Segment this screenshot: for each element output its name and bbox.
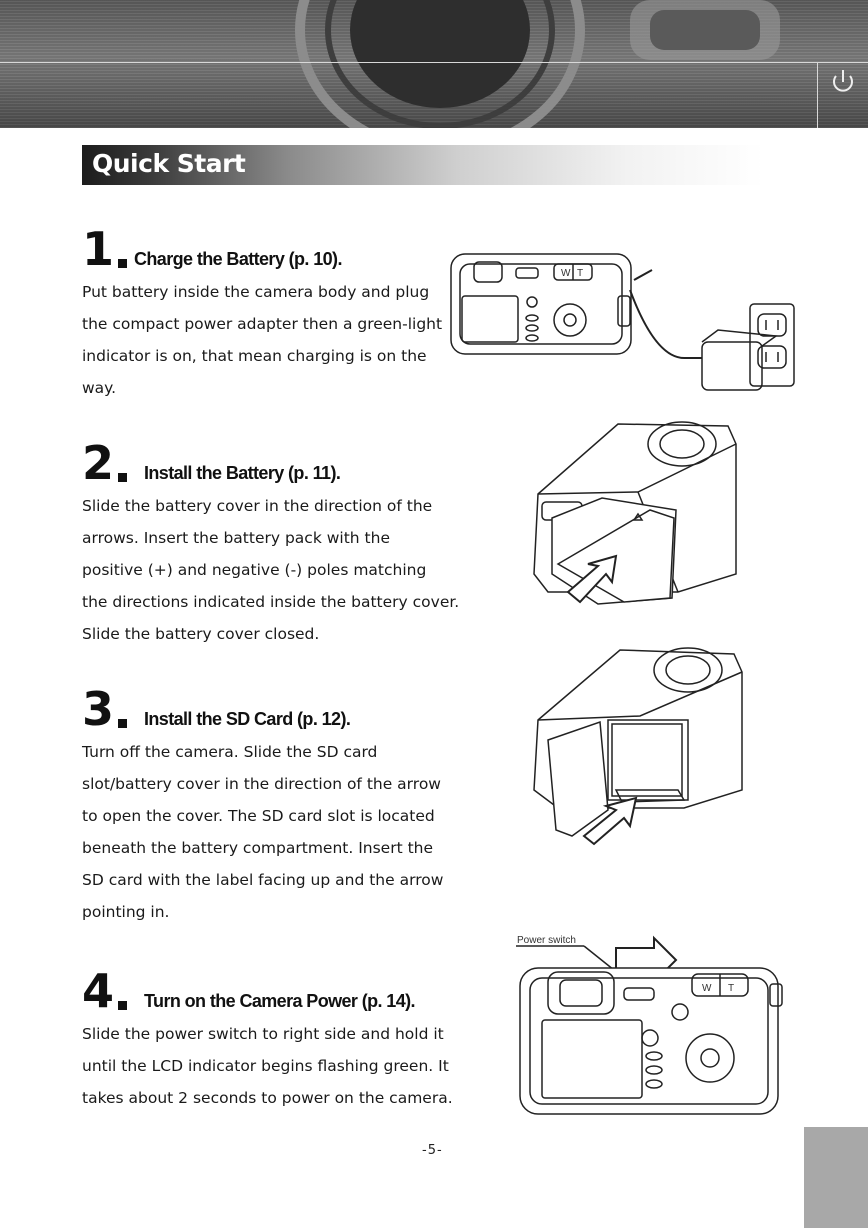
step-3 — [82, 682, 462, 928]
step-4-title: Turn on the Camera Power (p. 14). — [144, 991, 415, 1011]
camera-body — [520, 968, 778, 1114]
power-cable — [630, 290, 706, 358]
step-2-title: Install the Battery (p. 11). — [144, 463, 341, 483]
zoom-t-label: T — [728, 983, 735, 994]
charging-illustration — [446, 240, 798, 396]
step-3-line: SD card with the label facing up and the arrow — [82, 871, 444, 889]
power-switch-label: Power switch — [517, 935, 576, 946]
banner-vertical-divider — [817, 62, 818, 128]
step-3-bullet — [118, 719, 127, 728]
sd-card-illustration — [528, 640, 750, 846]
step-1-line: Put battery inside the camera body and plug — [82, 283, 430, 301]
step-4-line: Slide the power switch to right side and hold it — [82, 1025, 444, 1043]
step-1-line: the compact power adapter then a green-light — [82, 315, 443, 333]
step-3-line: Turn off the camera. Slide the SD card — [82, 743, 378, 761]
step-4-line: until the LCD indicator begins flashing green. It — [82, 1057, 449, 1075]
zoom-w-label: W — [561, 268, 571, 279]
step-1 — [82, 222, 462, 404]
step-3-line: beneath the battery compartment. Insert the — [82, 839, 434, 857]
side-tab — [804, 1127, 868, 1228]
step-4-line: takes about 2 seconds to power on the camera. — [82, 1089, 453, 1107]
step-3-title: Install the SD Card (p. 12). — [144, 709, 351, 729]
step-2-line: Slide the battery cover in the direction of the — [82, 497, 433, 515]
step-1-line: indicator is on, that mean charging is on the — [82, 347, 427, 365]
lcd-screen — [462, 296, 518, 342]
step-1-number: 1 — [82, 222, 115, 276]
step-4 — [82, 964, 462, 1114]
step-2-line: positive (+) and negative (-) poles matching — [82, 561, 427, 579]
step-1-body — [82, 276, 462, 404]
step-2-body — [82, 490, 462, 650]
step-2-line: arrows. Insert the battery pack with the — [82, 529, 390, 547]
power-adapter — [702, 342, 762, 390]
step-2-number: 2 — [82, 436, 115, 490]
step-2-line: the directions indicated inside the battery cover. — [82, 593, 460, 611]
step-4-bullet — [118, 1001, 127, 1010]
step-4-heading — [82, 964, 462, 1018]
step-3-heading — [82, 682, 462, 736]
page-number: -5- — [422, 1143, 443, 1158]
zoom-w-label: W — [702, 983, 712, 994]
banner-divider — [0, 62, 868, 63]
step-4-body — [82, 1018, 462, 1114]
step-3-body — [82, 736, 462, 928]
power-switch-illustration — [514, 930, 790, 1120]
power-icon — [823, 62, 863, 102]
step-3-line: pointing in. — [82, 903, 170, 921]
battery-insertion-illustration — [528, 414, 742, 614]
step-2-heading — [82, 436, 462, 490]
step-3-line: slot/battery cover in the direction of the arrow — [82, 775, 441, 793]
step-2 — [82, 436, 462, 650]
step-1-bullet — [118, 259, 127, 268]
step-1-line: way. — [82, 379, 117, 397]
step-2-line: Slide the battery cover closed. — [82, 625, 320, 643]
dpad — [554, 304, 586, 336]
step-1-heading — [82, 222, 462, 276]
step-4-number: 4 — [82, 964, 115, 1018]
step-2-bullet — [118, 473, 127, 482]
header-banner — [0, 0, 868, 128]
page-title: Quick Start — [92, 149, 246, 178]
step-3-number: 3 — [82, 682, 115, 736]
section-title-bar — [82, 145, 764, 185]
open-cover — [548, 722, 608, 836]
step-3-line: to open the cover. The SD card slot is located — [82, 807, 435, 825]
camera-lens-graphic — [0, 0, 868, 128]
step-1-title: Charge the Battery (p. 10). — [134, 249, 342, 269]
camera-body — [451, 254, 631, 354]
zoom-t-label: T — [577, 268, 584, 279]
viewfinder — [474, 262, 502, 282]
